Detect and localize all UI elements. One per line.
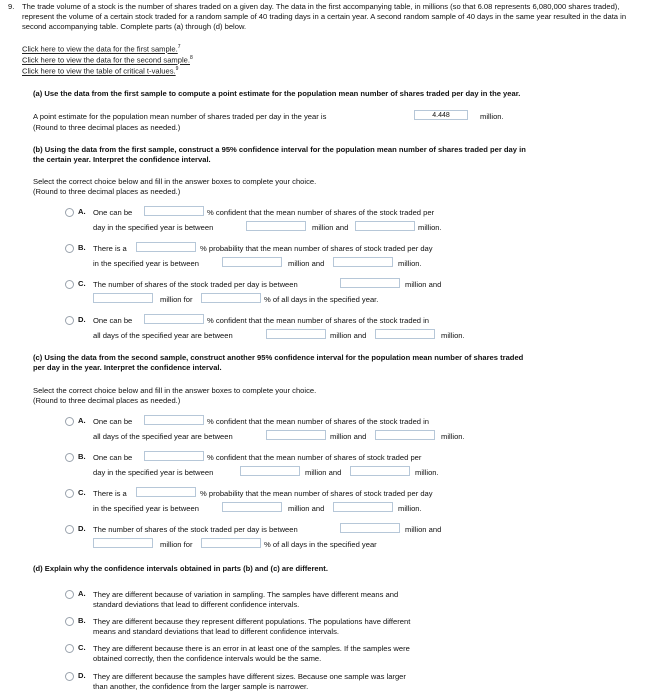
part-d-d-line1: They are different because the samples have different sizes. Because one sample was larger bbox=[93, 672, 406, 681]
part-b-c-upper-input[interactable] bbox=[93, 293, 153, 303]
part-b-d-text2: % confident that the mean number of shares of the stock traded in bbox=[207, 316, 430, 325]
part-c-a-text1: One can be bbox=[93, 417, 133, 426]
part-b-b-text2: % probability that the mean number of shares of stock traded per day bbox=[200, 244, 433, 253]
part-c-a-text2: % confident that the mean number of shares of the stock traded in bbox=[207, 417, 430, 426]
part-b-c-text3: million for bbox=[160, 295, 193, 304]
part-b-prompt-line1: (b) Using the data from the first sample, construct a 95% confidence interval for the population mean number of shares traded per day in bbox=[33, 145, 526, 154]
part-d-radio-a[interactable] bbox=[65, 590, 74, 599]
part-b-radio-a[interactable] bbox=[65, 208, 74, 217]
part-a-rounding: (Round to three decimal places as needed.) bbox=[33, 123, 181, 132]
part-c-letter-c: C. bbox=[78, 488, 86, 497]
part-c-radio-d[interactable] bbox=[65, 525, 74, 534]
part-d-c-line1: They are different because there is an error in at least one of the samples. If the samples were bbox=[93, 644, 410, 653]
part-b-a-text5: million. bbox=[418, 223, 442, 232]
part-c-b-percent-input[interactable] bbox=[144, 451, 204, 461]
part-c-prompt-line1: (c) Using the data from the second sample, construct another 95% confidence interval for the population mean number of shares traded bbox=[33, 353, 524, 362]
part-b-letter-b: B. bbox=[78, 243, 86, 252]
part-b-c-text1: The number of shares of the stock traded per day is between bbox=[93, 280, 298, 289]
question-intro: The trade volume of a stock is the number of shares traded on a given day. The data in the first accompanying table, in millions (so that 6.08 represents 6,080,000 shares traded), represent the volume of a certain stock traded for a random sample of 40 trading days in a certain year. A second random sample of 40 days in the same year resulted in the data in second accompanying table. Complete parts (a) through (d) below. bbox=[22, 2, 627, 32]
part-b-a-upper-input[interactable] bbox=[355, 221, 415, 231]
part-b-c-text2: million and bbox=[405, 280, 442, 289]
part-d-c-line2: obtained correctly, then the confidence intervals would be the same. bbox=[93, 654, 322, 663]
part-c-d-text2: million and bbox=[405, 525, 442, 534]
part-b-a-text2: % confident that the mean number of shares of the stock traded per bbox=[207, 208, 435, 217]
part-b-a-text3: day in the specified year is between bbox=[93, 223, 214, 232]
part-d-a-line1: They are different because of variation in sampling. The samples have different means and bbox=[93, 590, 399, 599]
part-b-b-text3: in the specified year is between bbox=[93, 259, 199, 268]
part-b-b-percent-input[interactable] bbox=[136, 242, 196, 252]
part-b-b-text4: million and bbox=[288, 259, 325, 268]
part-d-prompt: (d) Explain why the confidence intervals obtained in parts (b) and (c) are different. bbox=[33, 564, 328, 573]
part-d-radio-d[interactable] bbox=[65, 672, 74, 681]
part-b-letter-c: C. bbox=[78, 279, 86, 288]
part-b-d-text4: million and bbox=[330, 331, 367, 340]
part-c-d-text3: million for bbox=[160, 540, 193, 549]
part-b-c-lower-input[interactable] bbox=[340, 278, 400, 288]
part-c-a-text5: million. bbox=[441, 432, 465, 441]
part-c-radio-b[interactable] bbox=[65, 453, 74, 462]
part-c-c-text1: There is a bbox=[93, 489, 127, 498]
part-c-b-text1: One can be bbox=[93, 453, 133, 462]
part-b-a-lower-input[interactable] bbox=[246, 221, 306, 231]
part-c-b-text4: million and bbox=[305, 468, 342, 477]
part-d-letter-a: A. bbox=[78, 589, 86, 598]
part-c-c-upper-input[interactable] bbox=[333, 502, 393, 512]
part-b-prompt-line2: the certain year. Interpret the confidence interval. bbox=[33, 155, 211, 164]
part-d-letter-c: C. bbox=[78, 643, 86, 652]
part-c-radio-a[interactable] bbox=[65, 417, 74, 426]
part-b-a-text1: One can be bbox=[93, 208, 133, 217]
part-b-radio-b[interactable] bbox=[65, 244, 74, 253]
part-d-a-line2: standard deviations that lead to different confidence intervals. bbox=[93, 600, 300, 609]
part-c-d-text4: % of all days in the specified year bbox=[264, 540, 377, 549]
part-b-instruction: Select the correct choice below and fill in the answer boxes to complete your choice. bbox=[33, 177, 317, 186]
part-b-a-percent-input[interactable] bbox=[144, 206, 204, 216]
part-c-instruction: Select the correct choice below and fill in the answer boxes to complete your choice. bbox=[33, 386, 317, 395]
part-a-answer-prefix: A point estimate for the population mean number of shares traded per day in the year is bbox=[33, 112, 327, 121]
part-b-b-text1: There is a bbox=[93, 244, 127, 253]
part-c-a-text3: all days of the specified year are between bbox=[93, 432, 233, 441]
part-b-letter-d: D. bbox=[78, 315, 86, 324]
link-critical-t-values[interactable]: Click here to view the table of critical t-values.$^9$ bbox=[22, 66, 179, 76]
part-c-rounding: (Round to three decimal places as needed.) bbox=[33, 396, 181, 405]
part-c-d-percent-input[interactable] bbox=[201, 538, 261, 548]
part-b-a-text4: million and bbox=[312, 223, 349, 232]
part-c-letter-b: B. bbox=[78, 452, 86, 461]
part-b-b-upper-input[interactable] bbox=[333, 257, 393, 267]
link-second-sample[interactable]: Click here to view the data for the second sample.$^8$ bbox=[22, 55, 193, 65]
part-b-radio-d[interactable] bbox=[65, 316, 74, 325]
part-c-c-text3: in the specified year is between bbox=[93, 504, 199, 513]
part-c-c-percent-input[interactable] bbox=[136, 487, 196, 497]
part-d-d-line2: than another, the confidence from the larger sample is narrower. bbox=[93, 682, 309, 691]
part-a-answer-input[interactable]: 4.448 bbox=[414, 110, 468, 120]
part-b-c-percent-input[interactable] bbox=[201, 293, 261, 303]
part-b-rounding: (Round to three decimal places as needed.) bbox=[33, 187, 181, 196]
part-c-b-text2: % confident that the mean number of shares of stock traded per bbox=[207, 453, 422, 462]
part-d-radio-b[interactable] bbox=[65, 617, 74, 626]
part-d-b-line1: They are different because they represent different populations. The populations have different bbox=[93, 617, 411, 626]
part-c-b-text5: million. bbox=[415, 468, 439, 477]
part-c-a-upper-input[interactable] bbox=[375, 430, 435, 440]
part-c-d-lower-input[interactable] bbox=[340, 523, 400, 533]
part-c-c-text5: million. bbox=[398, 504, 422, 513]
part-d-radio-c[interactable] bbox=[65, 644, 74, 653]
link-first-sample[interactable]: Click here to view the data for the first sample.$^7$ bbox=[22, 44, 181, 54]
part-b-letter-a: A. bbox=[78, 207, 86, 216]
part-c-a-percent-input[interactable] bbox=[144, 415, 204, 425]
part-c-d-text1: The number of shares of the stock traded per day is between bbox=[93, 525, 298, 534]
part-c-b-lower-input[interactable] bbox=[240, 466, 300, 476]
part-c-a-lower-input[interactable] bbox=[266, 430, 326, 440]
part-c-b-text3: day in the specified year is between bbox=[93, 468, 214, 477]
part-d-letter-b: B. bbox=[78, 616, 86, 625]
part-c-c-lower-input[interactable] bbox=[222, 502, 282, 512]
part-c-letter-d: D. bbox=[78, 524, 86, 533]
part-a-answer-suffix: million. bbox=[480, 112, 504, 121]
part-c-c-text4: million and bbox=[288, 504, 325, 513]
part-b-c-text4: % of all days in the specified year. bbox=[264, 295, 379, 304]
part-b-b-text5: million. bbox=[398, 259, 422, 268]
part-b-d-text3: all days of the specified year are between bbox=[93, 331, 233, 340]
question-number: 9. bbox=[8, 2, 15, 11]
part-b-radio-c[interactable] bbox=[65, 280, 74, 289]
part-c-d-upper-input[interactable] bbox=[93, 538, 153, 548]
part-b-d-text1: One can be bbox=[93, 316, 133, 325]
part-d-letter-d: D. bbox=[78, 671, 86, 680]
part-c-a-text4: million and bbox=[330, 432, 367, 441]
part-b-d-text5: million. bbox=[441, 331, 465, 340]
part-c-radio-c[interactable] bbox=[65, 489, 74, 498]
part-d-b-line2: means and standard deviations that lead to different confidence intervals. bbox=[93, 627, 339, 636]
part-c-c-text2: % probability that the mean number of shares of stock traded per day bbox=[200, 489, 433, 498]
part-c-letter-a: A. bbox=[78, 416, 86, 425]
part-c-prompt-line2: per day in the year. Interpret the confidence interval. bbox=[33, 363, 222, 372]
part-c-b-upper-input[interactable] bbox=[350, 466, 410, 476]
part-a-prompt: (a) Use the data from the first sample to compute a point estimate for the population mean number of shares traded per day in the year. bbox=[33, 89, 521, 98]
part-b-d-percent-input[interactable] bbox=[144, 314, 204, 324]
part-b-b-lower-input[interactable] bbox=[222, 257, 282, 267]
part-b-d-lower-input[interactable] bbox=[266, 329, 326, 339]
part-b-d-upper-input[interactable] bbox=[375, 329, 435, 339]
